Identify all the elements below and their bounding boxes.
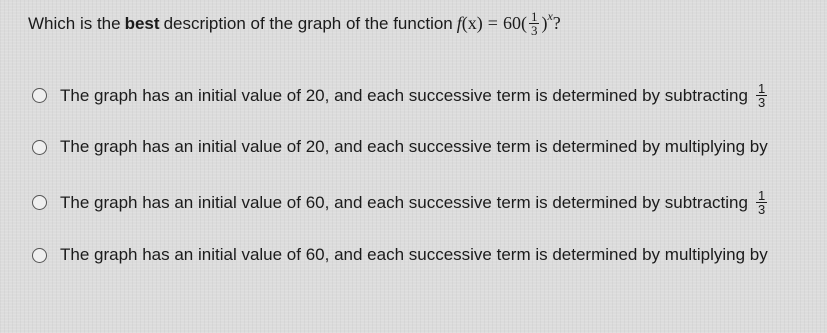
option-3-text: The graph has an initial value of 60, and each successive term is determined by subtracting bbox=[60, 192, 748, 212]
option-2-text: The graph has an initial value of 20, and each successive term is determined by multiplying by bbox=[60, 137, 768, 156]
radio-button-3[interactable] bbox=[32, 195, 47, 210]
base-fraction bbox=[529, 10, 540, 37]
function-expression bbox=[457, 10, 561, 37]
radio-button-2[interactable] bbox=[32, 140, 47, 155]
option-4-text: The graph has an initial value of 60, and each successive term is determined by multiplying by bbox=[60, 245, 768, 264]
option-3-numerator: 1 bbox=[757, 188, 766, 203]
option-1-fraction bbox=[756, 82, 767, 109]
base-numerator: 1 bbox=[530, 9, 538, 24]
close-paren: ) bbox=[541, 13, 548, 33]
exponent: x bbox=[547, 9, 553, 23]
base-denominator: 3 bbox=[530, 23, 538, 38]
option-1-denominator: 3 bbox=[757, 95, 766, 110]
option-1-text: The graph has an initial value of 20, and each successive term is determined by subtracting bbox=[60, 85, 748, 105]
answer-option-1[interactable] bbox=[32, 82, 767, 109]
question-mark: ? bbox=[552, 13, 561, 33]
answer-option-4[interactable] bbox=[32, 245, 768, 265]
coefficient: 60( bbox=[502, 13, 527, 33]
question-suffix: description of the graph of the function bbox=[163, 13, 453, 33]
function-arg: (x) bbox=[461, 13, 483, 33]
option-3-fraction bbox=[756, 189, 767, 216]
equals-sign: = bbox=[487, 13, 498, 33]
question-text bbox=[28, 10, 561, 37]
answer-option-2[interactable] bbox=[32, 137, 768, 157]
option-3-denominator: 3 bbox=[757, 202, 766, 217]
option-1-numerator: 1 bbox=[757, 81, 766, 96]
radio-button-1[interactable] bbox=[32, 88, 47, 103]
question-prefix: Which is the bbox=[28, 13, 121, 33]
radio-button-4[interactable] bbox=[32, 248, 47, 263]
answer-option-3[interactable] bbox=[32, 189, 767, 216]
question-emphasis: best bbox=[124, 13, 160, 33]
function-name: f bbox=[456, 13, 462, 33]
